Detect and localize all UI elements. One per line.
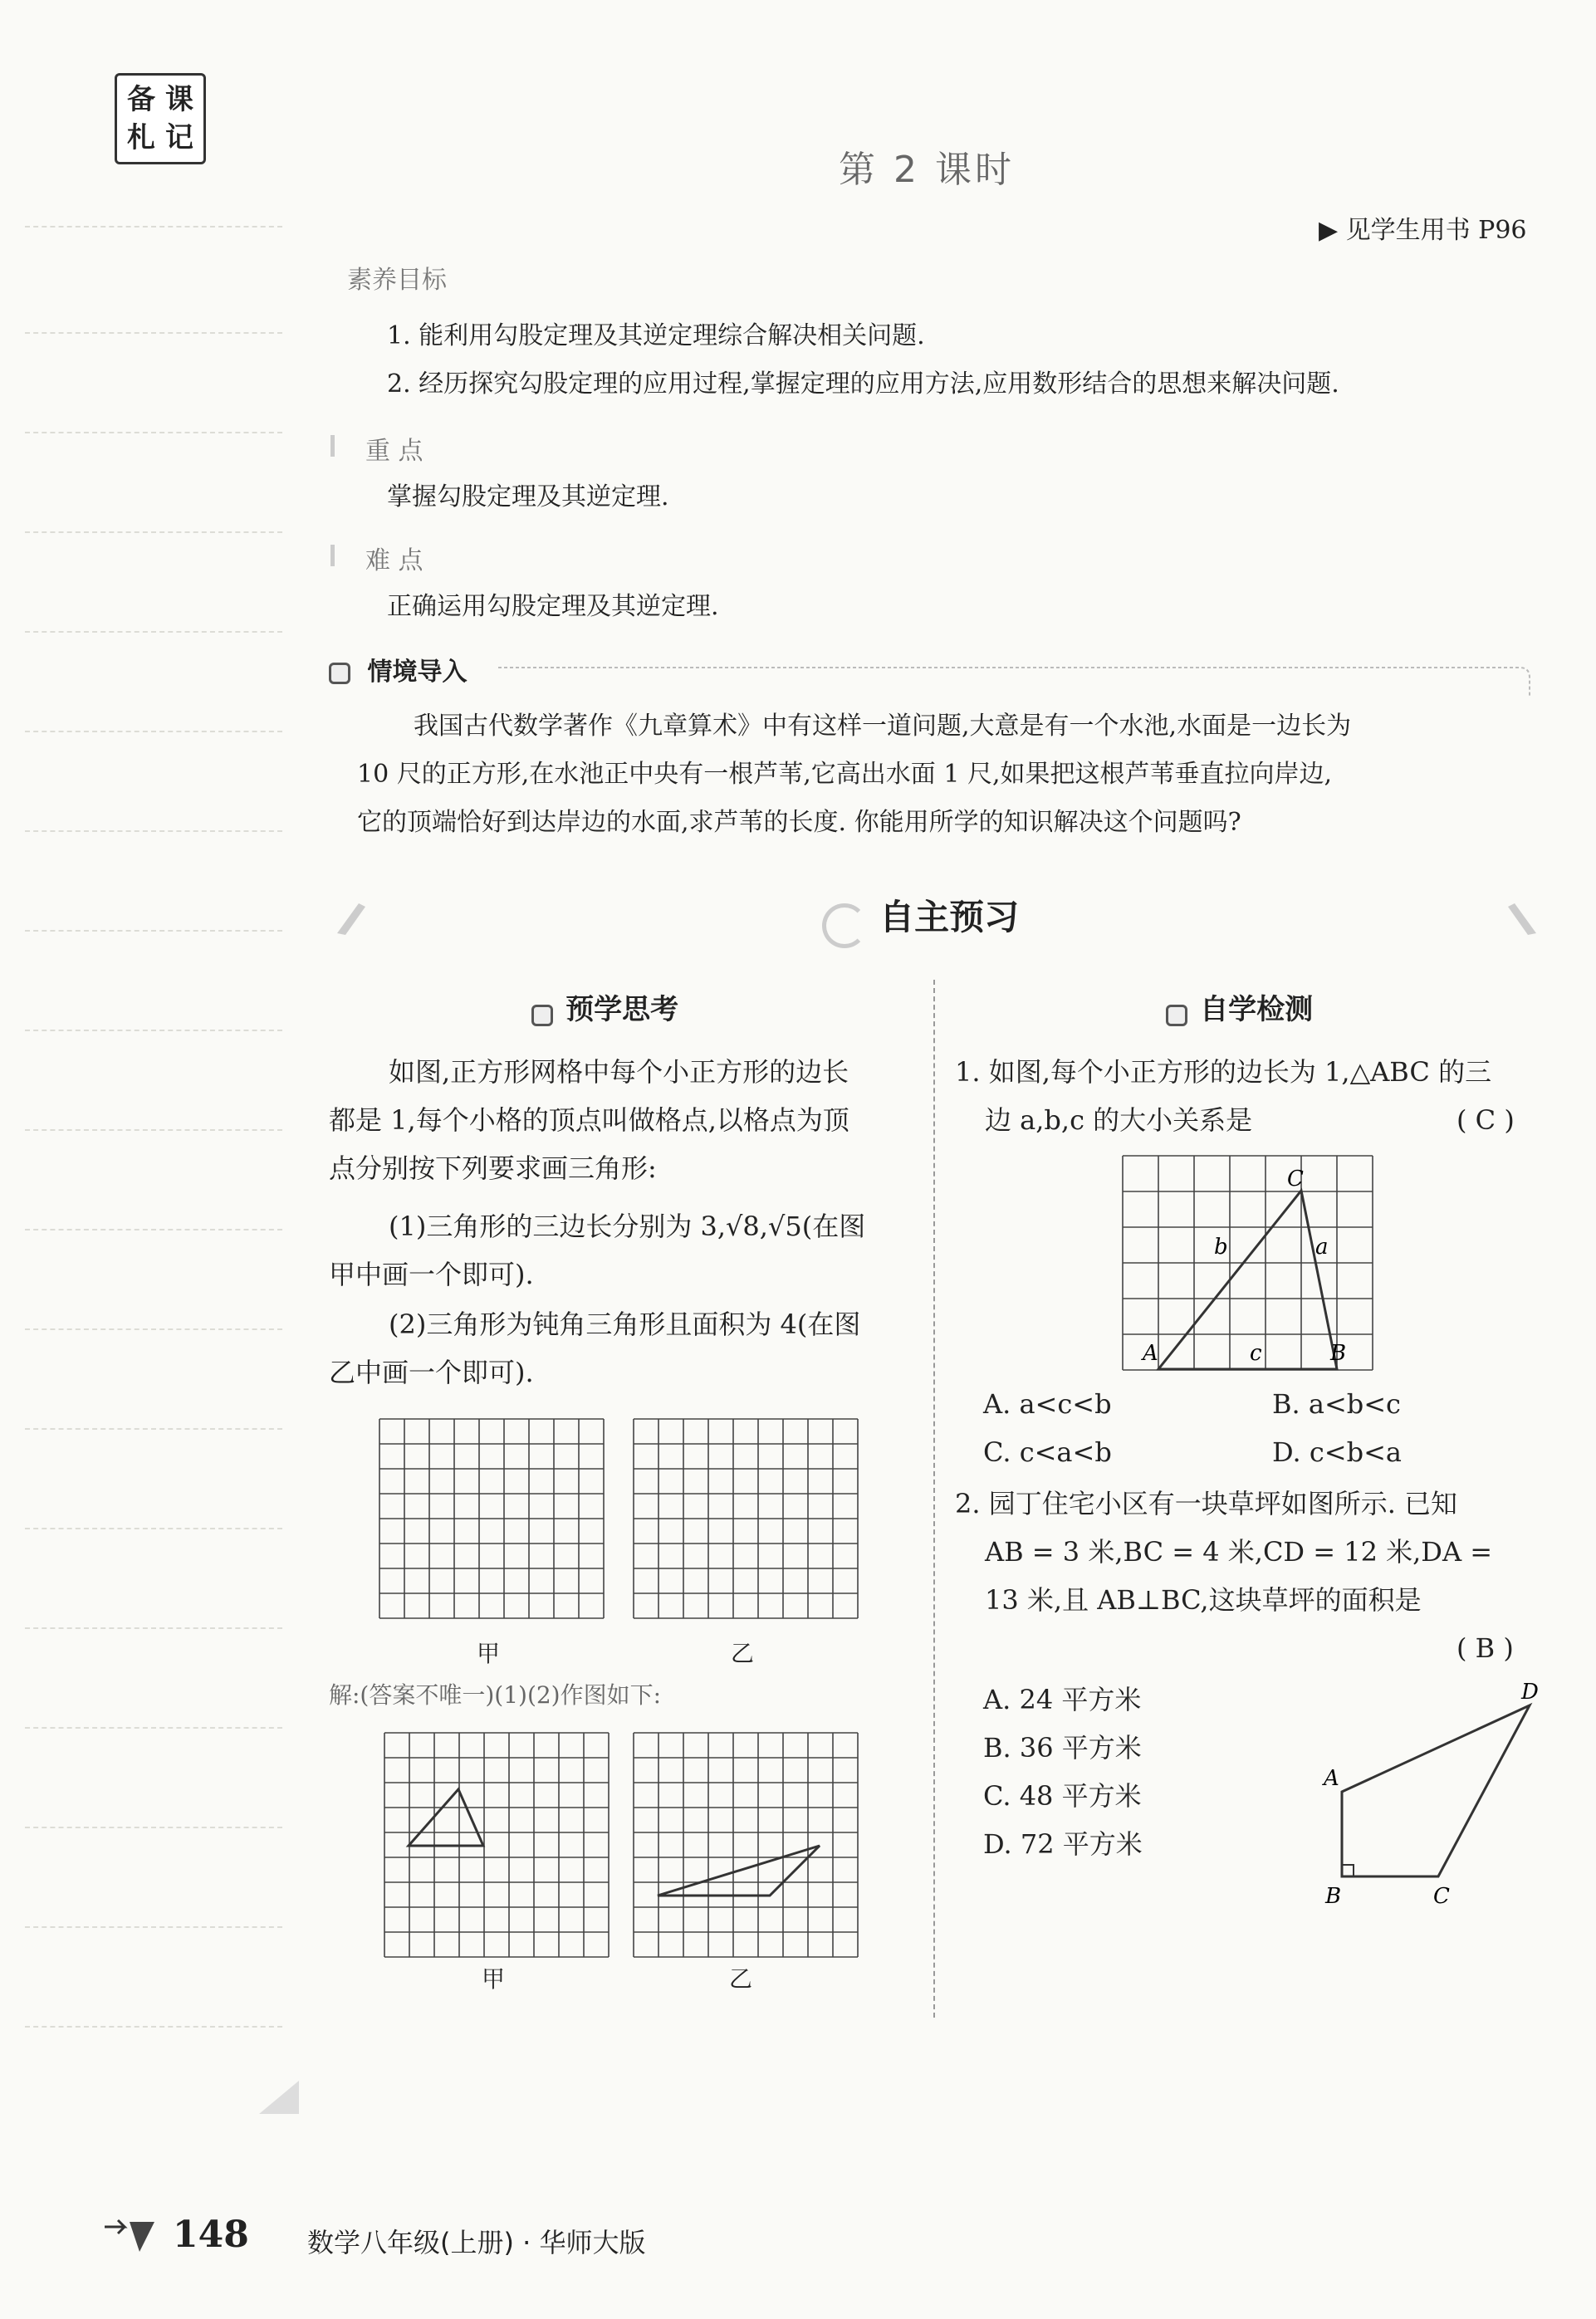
q1-figure: [1113, 1146, 1387, 1395]
difficulty-bar: [330, 545, 335, 566]
side-label-c: c: [1250, 1341, 1262, 1366]
notes-badge-char: 备: [127, 83, 155, 116]
solution-text: 解:(答案不唯一)(1)(2)作图如下:: [329, 1681, 662, 1709]
answer-grid-jia: [384, 1732, 610, 1958]
q2-option: B. 36 平方米: [983, 1732, 1142, 1764]
check-icon: [1166, 1005, 1187, 1026]
q1-option: B. a<b<c: [1272, 1388, 1401, 1420]
section-decor-left: [329, 897, 379, 938]
answer-grid-yi: [633, 1732, 859, 1958]
q2-figure: [1312, 1669, 1545, 1918]
left-line: (2)三角形为钝角三角形且面积为 4(在图: [389, 1309, 861, 1340]
book-icon: [531, 1005, 553, 1026]
difficulty-text: 正确运用勾股定理及其逆定理.: [387, 592, 719, 621]
q2-option: A. 24 平方米: [983, 1684, 1142, 1715]
left-line: 点分别按下列要求画三角形:: [329, 1152, 657, 1184]
q1-option: D. c<b<a: [1272, 1436, 1402, 1468]
key-point-text: 掌握勾股定理及其逆定理.: [387, 482, 669, 511]
side-label-a: a: [1315, 1235, 1329, 1260]
q1-option: A. a<c<b: [983, 1388, 1112, 1420]
q2-line: 2. 园丁住宅小区有一块草坪如图所示. 已知: [955, 1488, 1458, 1519]
side-label-b: b: [1214, 1235, 1228, 1260]
goals-label: 素养目标: [347, 266, 447, 295]
vertex-a: A: [1143, 1341, 1158, 1366]
section-title: [822, 890, 1019, 948]
q1-option: C. c<a<b: [983, 1436, 1112, 1468]
q1-line: 边 a,b,c 的大小关系是: [985, 1104, 1253, 1136]
right-heading-text: 自学检测: [1200, 993, 1314, 1026]
intro-heading: [329, 651, 467, 687]
intro-line: 10 尺的正方形,在水池正中央有一根芦苇,它高出水面 1 尺,如果把这根芦苇垂直拉向岸边,: [357, 760, 1333, 789]
answer-triangle-jia: [409, 1789, 483, 1846]
intro-label: 情境导入: [367, 658, 468, 687]
section-title-text: 自主预习: [879, 897, 1020, 937]
q2-line: 13 米,且 AB⊥BC,这块草坪的面积是: [985, 1584, 1422, 1616]
vertex-a: A: [1324, 1766, 1339, 1791]
right-angle-mark: [1342, 1865, 1354, 1876]
column-divider: [933, 980, 935, 2018]
notes-badge-char: 课: [165, 83, 193, 116]
notes-badge: [115, 73, 206, 164]
answer-label-jia: 甲: [482, 1965, 506, 1993]
q1-answer: ( C ): [1456, 1104, 1515, 1136]
blank-grid-jia: [379, 1407, 605, 1632]
blank-grid-yi: [633, 1407, 859, 1632]
right-heading: [1166, 986, 1313, 1027]
q2-option: D. 72 平方米: [983, 1828, 1143, 1860]
reference-text: 见学生用书 P96: [1345, 216, 1527, 245]
left-heading: [531, 986, 678, 1027]
intro-line: 我国古代数学著作《九章算术》中有这样一道问题,大意是有一个水池,水面是一边长为: [414, 712, 1352, 741]
play-arrow-icon: ▶: [1319, 216, 1339, 245]
speech-icon: [329, 663, 350, 684]
notes-badge-char: 札: [127, 121, 155, 154]
intro-line: 它的顶端恰好到达岸边的水面,求芦苇的长度. 你能用所学的知识解决这个问题吗?: [357, 808, 1241, 837]
left-line: 乙中画一个即可).: [329, 1357, 534, 1388]
corner-decor: [256, 2076, 306, 2117]
q2-line: AB = 3 米,BC = 4 米,CD = 12 米,DA =: [985, 1536, 1493, 1568]
goal-item: 1. 能利用勾股定理及其逆定理综合解决相关问题.: [387, 321, 925, 350]
q2-answer: ( B ): [1456, 1632, 1514, 1664]
key-point-bar: [330, 435, 335, 457]
goal-item: 2. 经历探究勾股定理的应用过程,掌握定理的应用方法,应用数形结合的思想来解决问题.: [387, 369, 1339, 399]
q1-grid: [1123, 1156, 1373, 1370]
q1-line: 1. 如图,每个小正方形的边长为 1,△ABC 的三: [955, 1056, 1492, 1088]
page-number: 148: [173, 2214, 249, 2256]
left-line: 甲中画一个即可).: [329, 1259, 534, 1290]
lesson-title: 第 2 课时: [839, 149, 1015, 191]
vertex-d: D: [1521, 1680, 1539, 1705]
grid-label-jia: 甲: [477, 1640, 501, 1667]
intro-bracket: [498, 663, 1536, 704]
answer-triangle-yi: [658, 1846, 820, 1896]
section-decor-right: [1495, 897, 1545, 938]
left-heading-text: 预学思考: [565, 993, 679, 1026]
vertex-b: B: [1330, 1341, 1347, 1366]
footer-arrow-icon: [100, 2215, 158, 2257]
reference-link: [1319, 209, 1527, 246]
triangle-abc: [1158, 1191, 1337, 1369]
quadrilateral-abcd: [1342, 1705, 1530, 1876]
section-swirl-icon: [822, 903, 867, 948]
book-title: 数学八年级(上册) · 华师大版: [307, 2227, 646, 2258]
q2-option: C. 48 平方米: [983, 1780, 1142, 1812]
notes-badge-char: 记: [165, 121, 193, 154]
left-line: 如图,正方形网格中每个小正方形的边长: [389, 1056, 849, 1088]
left-line: (1)三角形的三边长分别为 3,√8,√5(在图: [389, 1211, 866, 1242]
left-line: 都是 1,每个小格的顶点叫做格点,以格点为顶: [329, 1104, 849, 1136]
grid-label-yi: 乙: [731, 1640, 755, 1667]
answer-label-yi: 乙: [729, 1965, 753, 1993]
vertex-c: C: [1287, 1167, 1304, 1191]
vertex-c: C: [1433, 1884, 1450, 1909]
vertex-b: B: [1325, 1884, 1342, 1909]
key-point-label: 重 点: [365, 437, 423, 466]
difficulty-label: 难 点: [365, 546, 423, 575]
